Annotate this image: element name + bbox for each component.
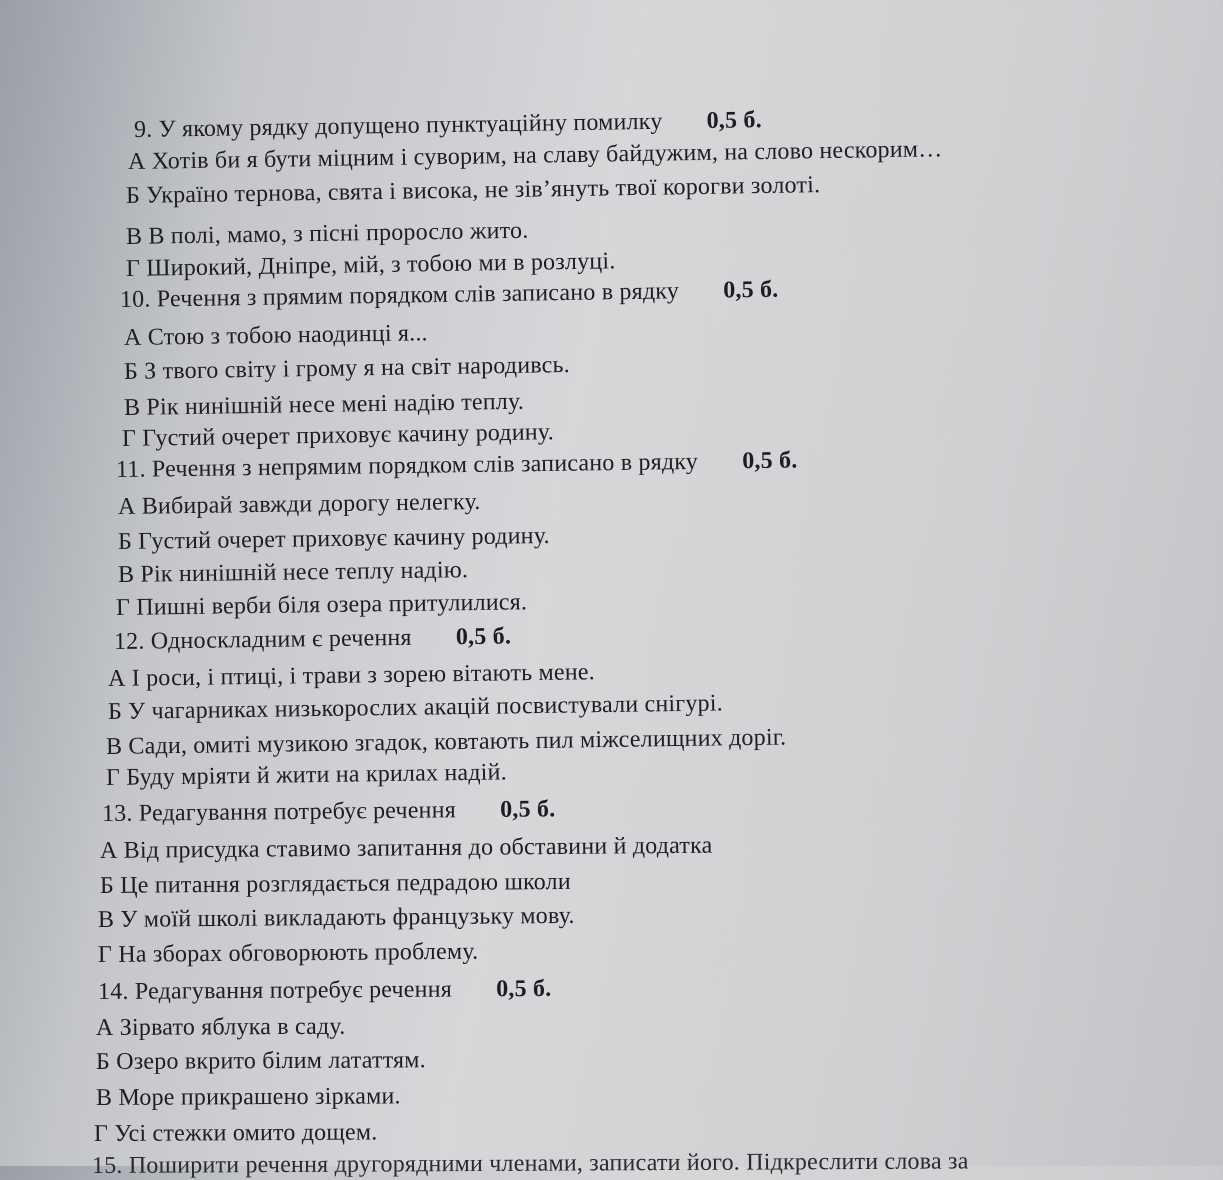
option-b: Б Це питання розглядається педрадою школи — [99, 868, 571, 899]
option-d: Г Пишні верби біля озера притулилися. — [115, 589, 528, 621]
question-number: 14. — [97, 978, 129, 1005]
option-a: А Зірвато яблука в саду. — [95, 1013, 346, 1041]
question-text: Речення з непрямим порядком слів записано в рядку — [151, 448, 699, 483]
points-label: 0,5 б. — [706, 107, 763, 135]
option-c: В Сади, омиті музикою згадок, ковтають пил міжселищних доріг. — [105, 724, 787, 760]
question-14 — [98, 975, 552, 1006]
option-a: А Хотів би я бути міцним і суворим, на славу байдужим, на слово нескорим… — [127, 136, 943, 175]
points-label: 0,5 б. — [723, 276, 779, 304]
question-text: Редагування потребує речення — [138, 797, 457, 827]
option-a: А І роси, і птиці, і трави з зорею вітають мене. — [107, 659, 596, 692]
option-d: Г Усі стежки омито дощем. — [93, 1119, 378, 1147]
option-b: Б У чагарниках низькорослих акацій посвистували снігурі. — [107, 690, 724, 725]
option-d: Г Густий очерет приховує качину родину. — [121, 419, 555, 452]
option-b: Б Україно тернова, свята і висока, не зів’януть твої корогви золоті. — [125, 172, 821, 209]
question-number: 11. — [115, 456, 146, 483]
option-a: А Вибирай завжди дорогу нелегку. — [117, 488, 481, 520]
question-9 — [134, 106, 762, 144]
question-text: Речення з прямим порядком слів записано в рядку — [156, 278, 680, 313]
question-number: 13. — [101, 800, 133, 827]
option-d: Г На зборах обговорюють проблему. — [97, 938, 479, 968]
option-d: Г Буду мріяти й жити на крилах надій. — [105, 759, 507, 791]
question-13 — [102, 795, 556, 828]
option-c: В Рік нинішній несе теплу надію. — [117, 557, 469, 588]
question-number: 12. — [113, 628, 145, 655]
option-c: В В полі, мамо, з пісні проросло жито. — [125, 217, 529, 250]
option-c: В Рік нинішній несе мені надію теплу. — [123, 388, 525, 421]
cut-off-question-15: 15. Поширити речення другорядними членами, записати його. Підкреслити слова за — [91, 1148, 969, 1179]
question-12 — [114, 622, 511, 656]
question-text: У якому рядку допущено пунктуаційну помилку — [158, 108, 663, 143]
option-d: Г Широкий, Дніпре, мій, з тобою ми в розлуці. — [125, 248, 616, 282]
option-b: Б Густий очерет приховує качину родину. — [117, 522, 550, 555]
question-number: 10. — [119, 286, 151, 313]
points-label: 0,5 б. — [742, 447, 798, 475]
question-11 — [116, 446, 798, 484]
question-text: Редагування потребує речення — [134, 976, 453, 1005]
question-number: 9. — [133, 116, 153, 143]
option-a: А Стою з тобою наодинці я... — [123, 320, 428, 351]
points-label: 0,5 б. — [496, 975, 552, 1003]
question-text: Односкладним є речення — [150, 624, 412, 655]
option-a: А Від присудка ставимо запитання до обставини й додатка — [99, 832, 713, 864]
points-label: 0,5 б. — [499, 796, 556, 823]
option-c: В Море прикрашено зірками. — [95, 1083, 401, 1111]
option-b: Б Озеро вкрито білим лататтям. — [95, 1047, 426, 1075]
option-b: Б З твого світу і грому я на світ народивсь. — [123, 351, 571, 385]
points-label: 0,5 б. — [455, 623, 512, 651]
option-c: В У моїй школі викладають французьку мову. — [97, 902, 575, 933]
